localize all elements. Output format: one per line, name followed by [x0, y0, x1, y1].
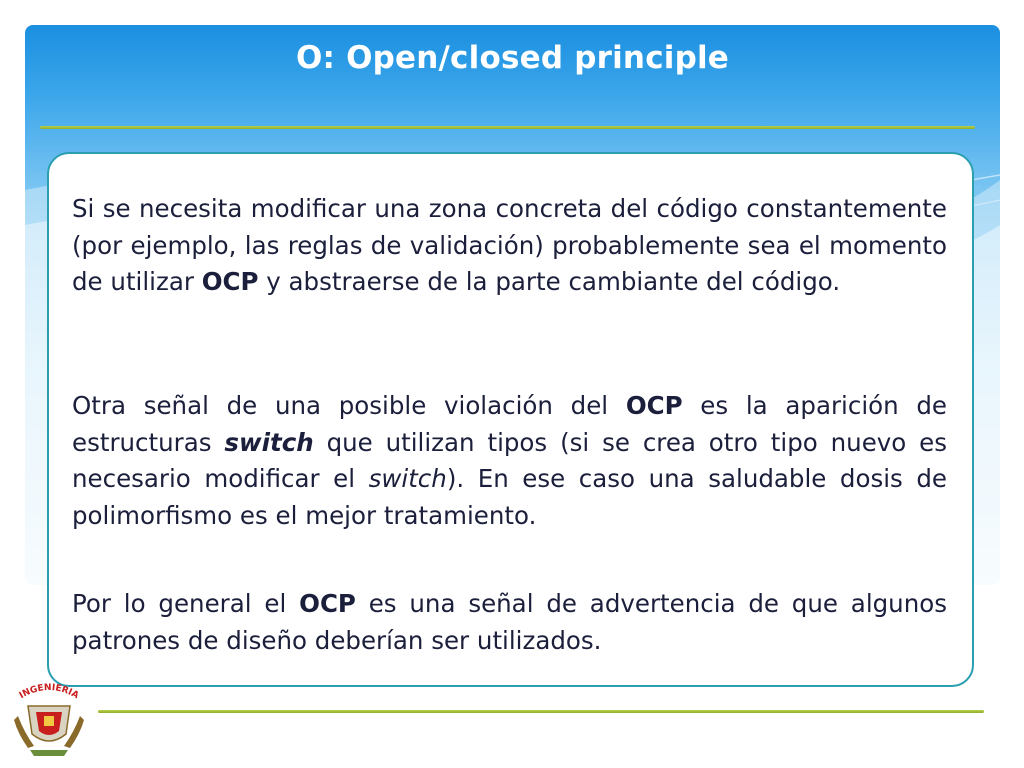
- text-segment: Otra señal de una posible violación del: [72, 391, 626, 420]
- paragraph-2: [72, 388, 947, 534]
- text-segment: Por lo general el: [72, 589, 300, 618]
- text-segment: es una señal de advertencia de que algunos patrones de diseño deberían ser utilizados.: [72, 589, 947, 655]
- text-segment: switch: [368, 464, 447, 493]
- text-segment: OCP: [201, 267, 259, 296]
- text-segment: Si se necesita modificar una zona concreta del código constantemente (por ejemplo, las reglas de validación) probablemente sea el momento de utilizar: [72, 194, 947, 296]
- text-segment: switch: [224, 427, 314, 457]
- unam-engineering-crest-icon: [8, 676, 90, 762]
- text-segment: y abstraerse de la parte cambiante del código.: [258, 267, 841, 296]
- logo-label: INGENIERIA: [17, 682, 81, 702]
- text-segment: es la aparición de estructuras: [72, 391, 948, 457]
- top-divider: [40, 126, 975, 129]
- slide-title: O: Open/closed principle: [295, 40, 730, 76]
- text-segment: OCP: [299, 589, 356, 618]
- paragraph-1: [72, 191, 947, 301]
- bottom-divider: [98, 710, 984, 713]
- paragraph-3: [72, 586, 947, 659]
- text-segment: OCP: [625, 391, 683, 420]
- text-segment: ). En ese caso una saludable dosis de polimorfismo es el mejor tratamiento.: [72, 464, 947, 530]
- text-segment: que utilizan tipos (si se crea otro tipo nuevo es necesario modificar el: [72, 427, 947, 493]
